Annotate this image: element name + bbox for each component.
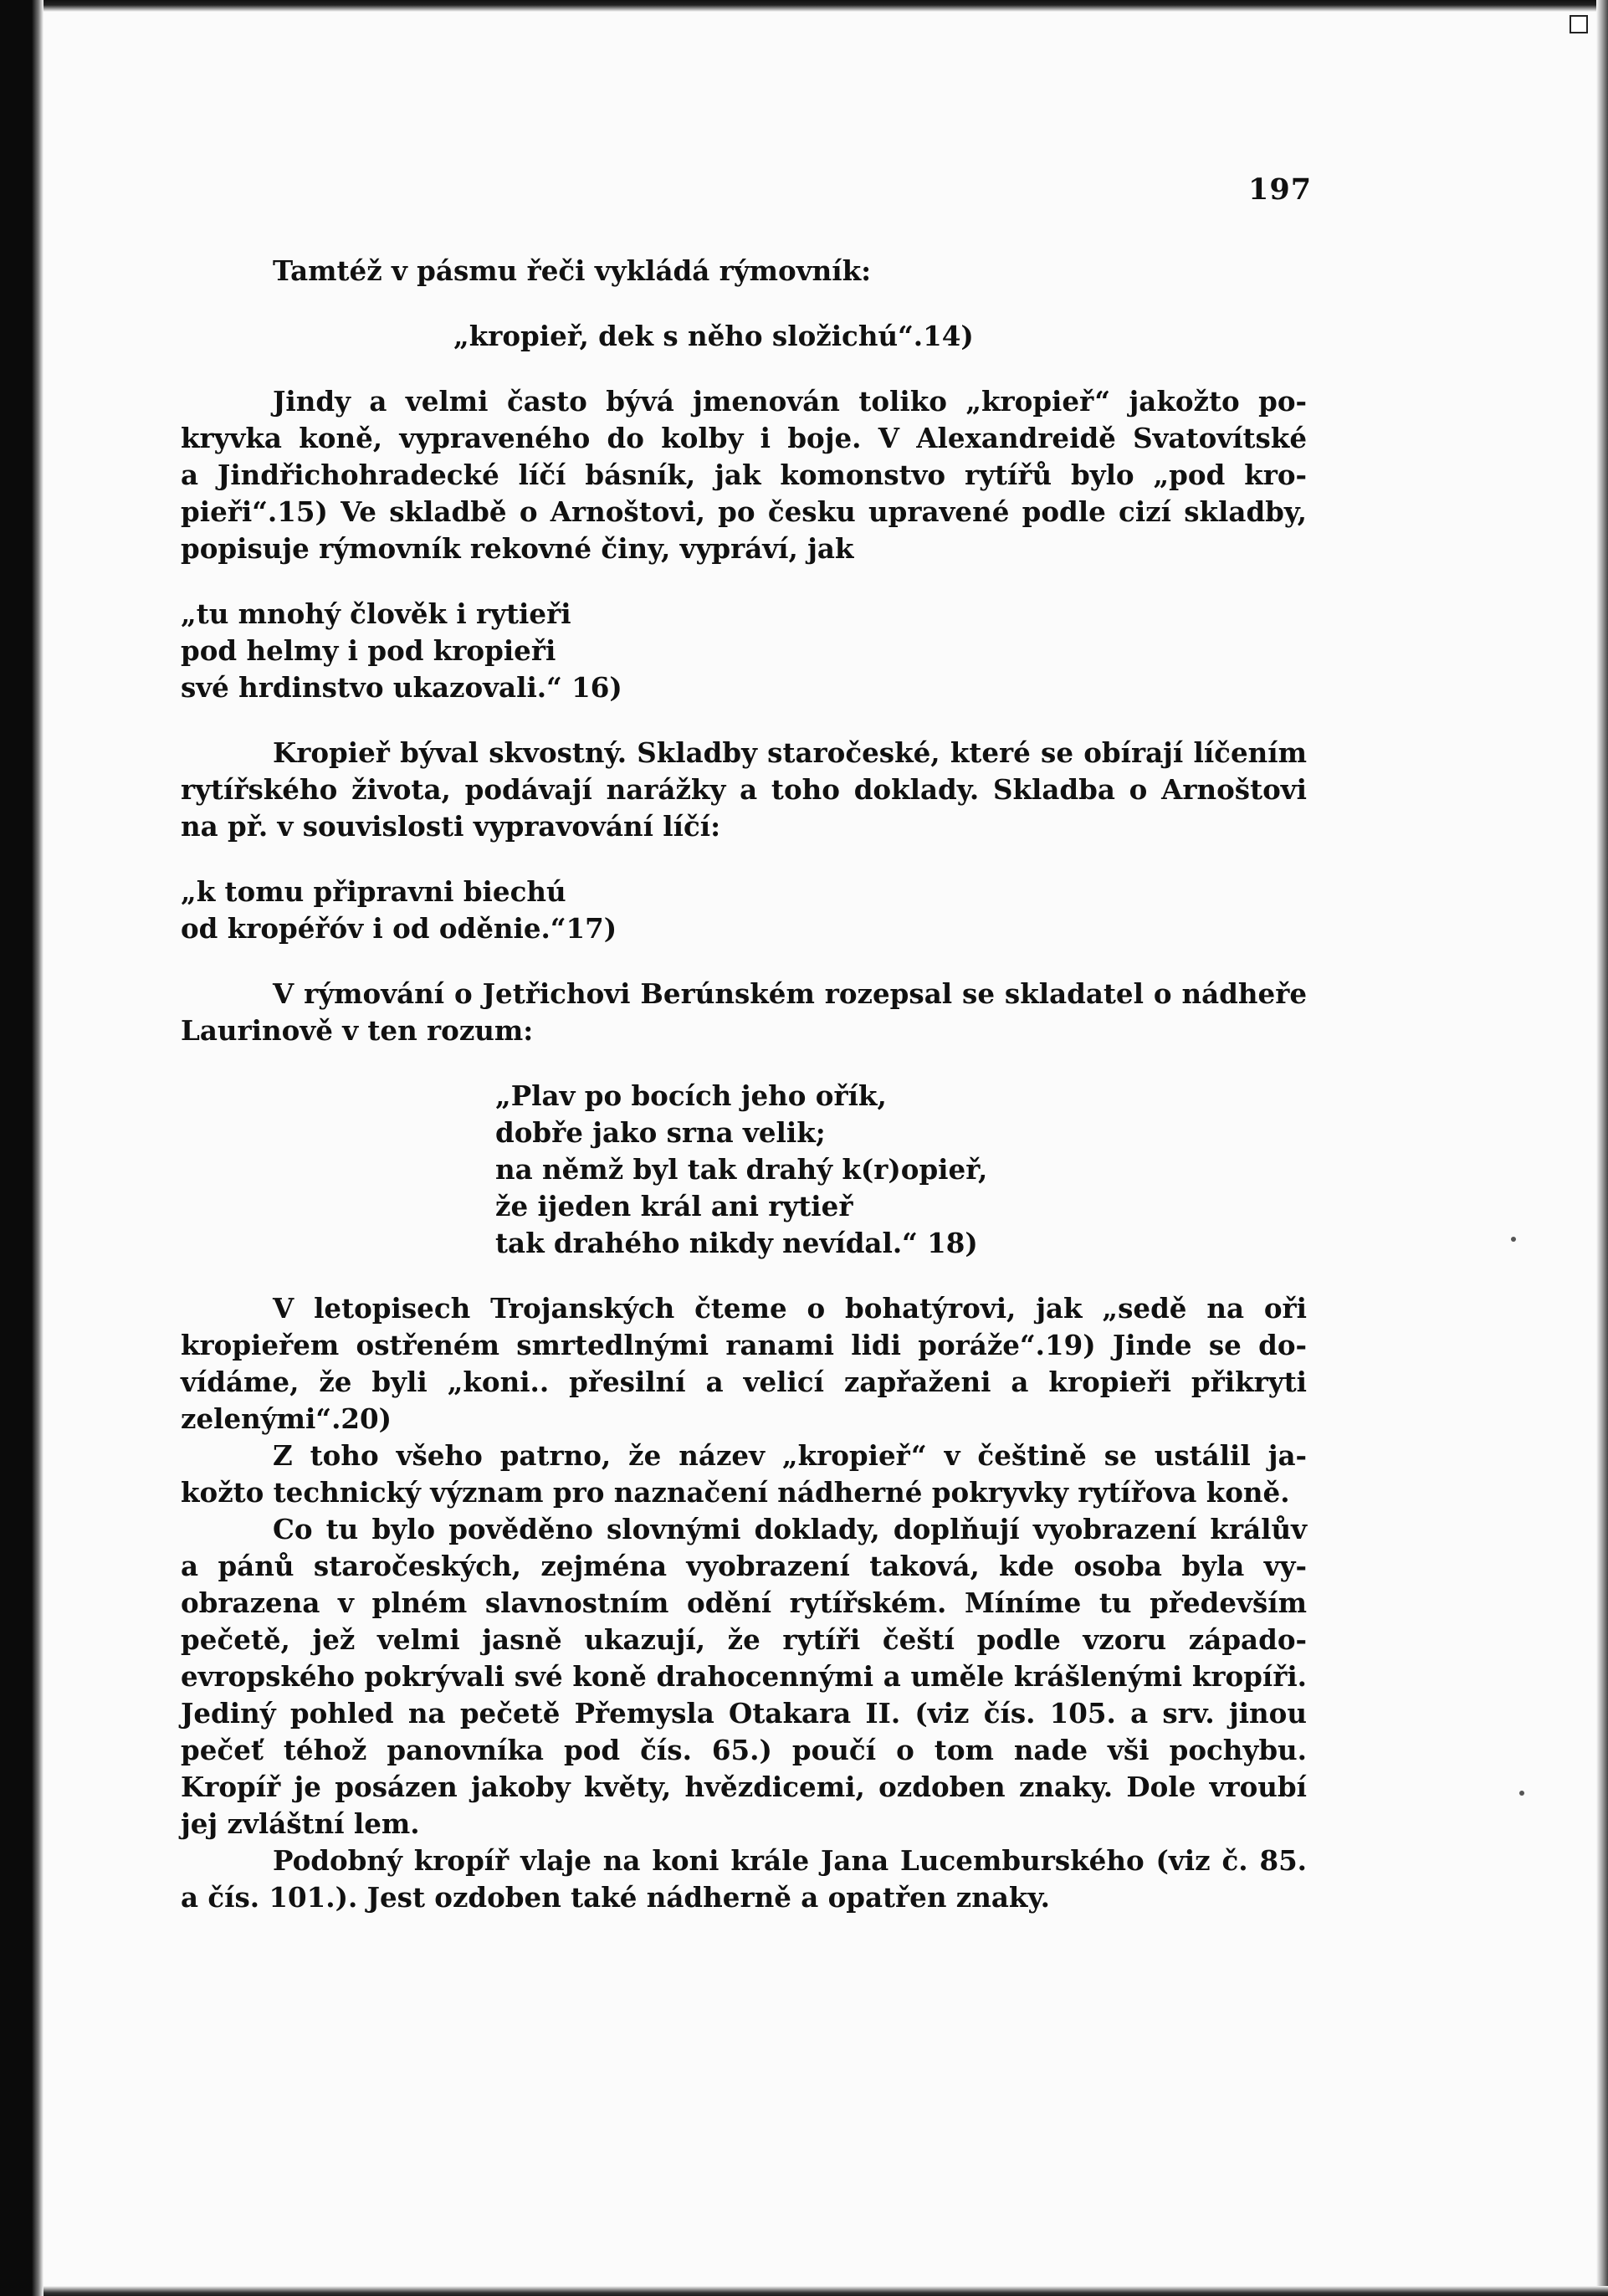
paragraph-line: kožto technický význam pro naznačení nádherné pokryvky rytířova koně. — [181, 1476, 1290, 1509]
paragraph-line: Kropieř býval skvostný. Skladby staročeské, které se obírají líčením — [273, 736, 1307, 769]
paragraph-line: V letopisech Trojanských čteme o bohatýrovi, jak „sedě na oři — [273, 1292, 1307, 1325]
paragraph-line: pieři“.15) Ve skladbě o Arnoštovi, po česku upravené podle cizí skladby, — [181, 495, 1307, 528]
book-spine-shadow — [0, 0, 44, 2296]
right-scan-edge — [1596, 0, 1608, 2296]
quote-line: „kropieř, dek s něho složichú“.14) — [453, 320, 974, 352]
verse-line: že ijeden král ani rytieř — [495, 1190, 853, 1222]
paragraph-line: evropského pokrývali své koně drahocennými a uměle krášlenými kropíři. — [181, 1660, 1307, 1693]
verse-line: dobře jako srna velik; — [495, 1116, 826, 1149]
verse-line: „tu mnohý člověk i rytieři — [181, 597, 571, 630]
paragraph-line: a pánů staročeských, zejména vyobrazení taková, kde osoba byla vy- — [181, 1550, 1307, 1582]
paragraph-line: Podobný kropíř vlaje na koni krále Jana Lucemburského (viz č. 85. — [273, 1844, 1307, 1877]
page-number: 197 — [1248, 172, 1313, 207]
paragraph-line: Jindy a velmi často bývá jmenován toliko „kropieř“ jakožto po- — [273, 385, 1307, 418]
paragraph-line: Laurinově v ten rozum: — [181, 1014, 534, 1047]
body-text — [181, 253, 1307, 1916]
paragraph-line: pečetě, jež velmi jasně ukazují, že rytíři čeští podle vzoru západo- — [181, 1623, 1307, 1656]
corner-marker-icon — [1570, 15, 1588, 33]
paragraph-line: Z toho všeho patrno, že název „kropieř“ v češtině se ustálil ja- — [273, 1439, 1307, 1472]
paragraph-line: Co tu bylo pověděno slovnými doklady, doplňují vyobrazení králův — [273, 1513, 1307, 1545]
paragraph-line: zelenými“.20) — [181, 1402, 392, 1435]
paragraph-line: Kropíř je posázen jakoby květy, hvězdicemi, ozdoben znaky. Dole vroubí — [181, 1771, 1307, 1803]
paragraph-line: V rýmování o Jetřichovi Berúnském rozepsal se skladatel o nádheře — [273, 977, 1307, 1010]
bottom-scan-edge — [44, 2286, 1608, 2296]
paragraph-line: na př. v souvislosti vypravování líčí: — [181, 810, 721, 843]
paragraph-line: a čís. 101.). Jest ozdoben také nádherně a opatřen znaky. — [181, 1881, 1050, 1914]
verse-line: pod helmy i pod kropieři — [181, 634, 556, 667]
paragraph-line: popisuje rýmovník rekovné činy, vypráví, jak — [181, 532, 854, 565]
verse-line: tak drahého nikdy nevídal.“ 18) — [495, 1227, 978, 1259]
scan-speck — [1519, 1791, 1524, 1796]
paragraph-line: obrazena v plném slavnostním odění rytířském. Míníme tu především — [181, 1586, 1307, 1619]
verse-line: od kropéřóv i od oděnie.“17) — [181, 912, 617, 945]
paragraph-line: kryvka koně, vypraveného do kolby i boje. V Alexandreidě Svatovítské — [181, 422, 1307, 454]
paragraph-line: vídáme, že byli „koni.. přesilní a velicí zapřaženi a kropieři přikryti — [181, 1366, 1307, 1398]
paragraph-line: a Jindřichohradecké líčí básník, jak komonstvo rytířů bylo „pod kro- — [181, 459, 1307, 491]
paragraph-line: kropieřem ostřeném smrtedlnými ranami lidi poráže“.19) Jinde se do- — [181, 1329, 1307, 1361]
paragraph-line: jej zvláštní lem. — [181, 1807, 420, 1840]
verse-line: „k tomu připravni biechú — [181, 875, 566, 908]
paragraph-line: rytířského života, podávají narážky a toho doklady. Skladba o Arnoštovi — [181, 773, 1307, 806]
paragraph-line: Jediný pohled na pečetě Přemysla Otakara II. (viz čís. 105. a srv. jinou — [181, 1697, 1307, 1730]
scan-speck — [1511, 1237, 1516, 1242]
paragraph-line: Tamtéž v pásmu řeči vykládá rýmovník: — [273, 254, 872, 287]
verse-line: na němž byl tak drahý k(r)opieř, — [495, 1153, 988, 1186]
paragraph-line: pečeť téhož panovníka pod čís. 65.) poučí o tom nade vši pochybu. — [181, 1734, 1307, 1766]
top-scan-edge — [44, 0, 1608, 12]
verse-line: své hrdinstvo ukazovali.“ 16) — [181, 671, 622, 704]
verse-line: „Plav po bocích jeho ořík, — [495, 1079, 887, 1112]
